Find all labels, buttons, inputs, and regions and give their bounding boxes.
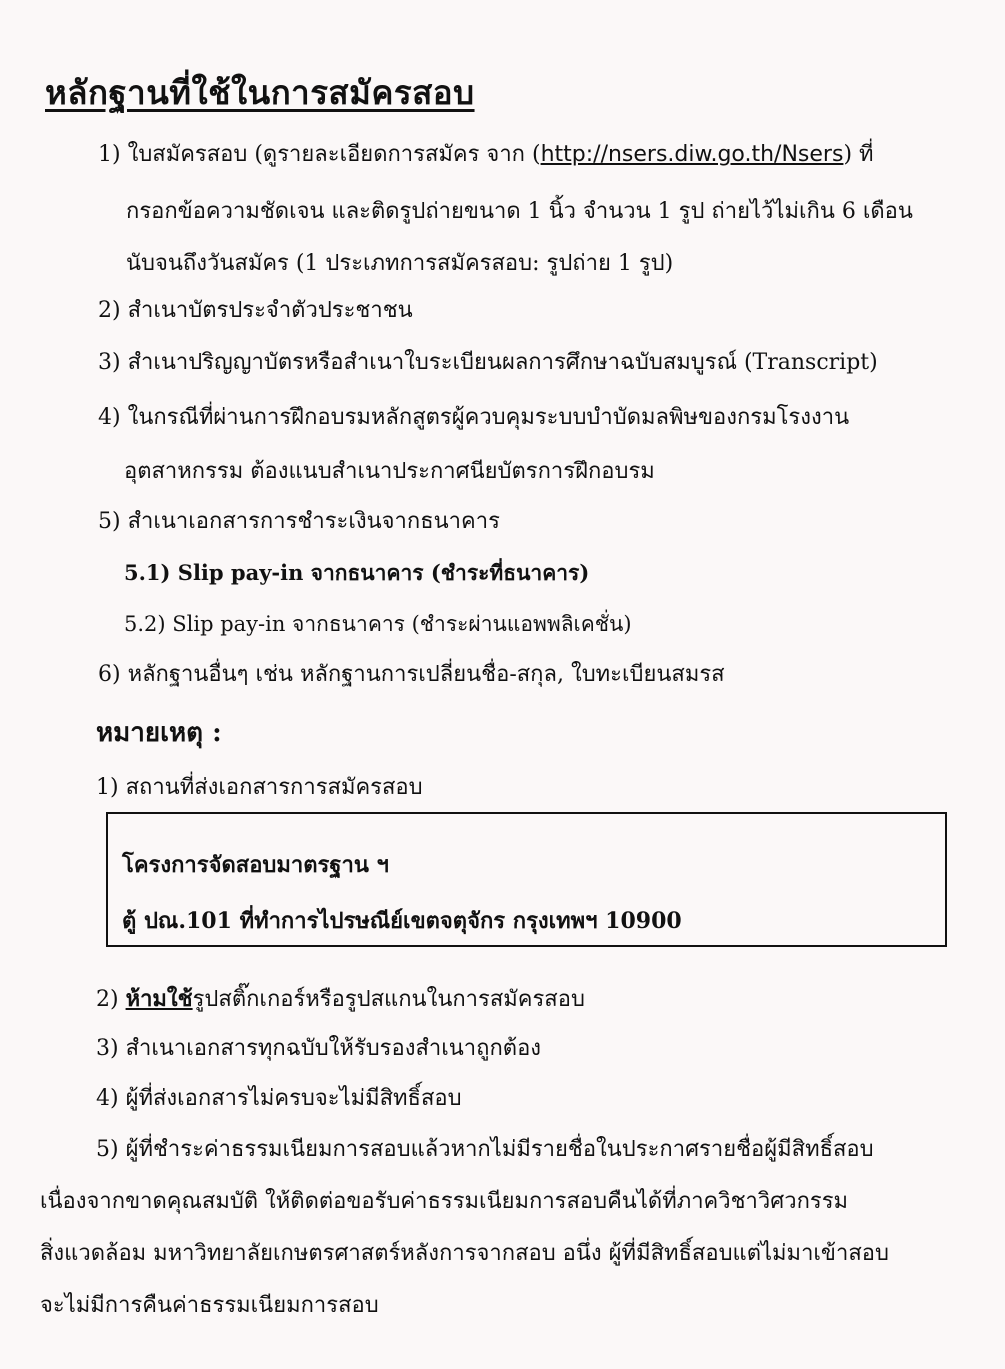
note-2-emphasis: ห้ามใช้	[125, 986, 193, 1012]
item-5: 5) สำเนาเอกสารการชำระเงินจากธนาคาร	[98, 509, 500, 534]
note-3: 3) สำเนาเอกสารทุกฉบับให้รับรองสำเนาถูกต้อง	[96, 1036, 542, 1061]
note-2-text: รูปสติ๊กเกอร์หรือรูปสแกนในการสมัครสอบ	[192, 987, 585, 1012]
item-1-line-1	[98, 140, 874, 170]
note-2	[96, 984, 585, 1015]
item-4-line-2: อุตสาหกรรม ต้องแนบสำเนาประกาศนียบัตรการฝึกอบรม	[124, 459, 655, 484]
note-5-line-2: เนื่องจากขาดคุณสมบัติ ให้ติดต่อขอรับค่าธรรมเนียมการสอบคืนได้ที่ภาควิชาวิศวกรรม	[40, 1189, 849, 1214]
note-1: 1) สถานที่ส่งเอกสารการสมัครสอบ	[96, 775, 423, 800]
registration-link[interactable]: http://nsers.diw.go.th/Nsers	[540, 142, 844, 167]
note-5-line-4: จะไม่มีการคืนค่าธรรมเนียมการสอบ	[40, 1293, 379, 1318]
item-5-2: 5.2) Slip pay-in จากธนาคาร (ชำระผ่านแอพพลิเคชั่น)	[124, 612, 632, 636]
item-4-line-1: 4) ในกรณีที่ผ่านการฝึกอบรมหลักสูตรผู้ควบคุมระบบบำบัดมลพิษของกรมโรงงาน	[98, 405, 850, 430]
address-line-1: โครงการจัดสอบมาตรฐาน ฯ	[122, 852, 389, 878]
item-6: 6) หลักฐานอื่นๆ เช่น หลักฐานการเปลี่ยนชื่อ-สกุล, ใบทะเบียนสมรส	[98, 662, 725, 687]
notes-heading: หมายเหตุ :	[96, 718, 222, 748]
page-title: หลักฐานที่ใช้ในการสมัครสอบ	[45, 73, 475, 112]
item-1-text-end: ) ที่	[843, 142, 874, 167]
address-box	[106, 812, 947, 947]
item-1-line-3: นับจนถึงวันสมัคร (1 ประเภทการสมัครสอบ: รูปถ่าย 1 รูป)	[126, 251, 674, 276]
address-line-2: ตู้ ปณ.101 ที่ทำการไปรษณีย์เขตจตุจักร กรุงเทพฯ 10900	[122, 908, 682, 934]
item-3: 3) สำเนาปริญญาบัตรหรือสำเนาใบระเบียนผลการศึกษาฉบับสมบูรณ์ (Transcript)	[98, 350, 878, 375]
note-5-line-1: 5) ผู้ที่ชำระค่าธรรมเนียมการสอบแล้วหากไม่มีรายชื่อในประกาศรายชื่อผู้มีสิทธิ์สอบ	[96, 1137, 874, 1162]
note-5-line-3: สิ่งแวดล้อม มหาวิทยาลัยเกษตรศาสตร์หลังการจากสอบ อนึ่ง ผู้ที่มีสิทธิ์สอบแต่ไม่มาเข้าสอบ	[40, 1241, 889, 1266]
note-4: 4) ผู้ที่ส่งเอกสารไม่ครบจะไม่มีสิทธิ์สอบ	[96, 1086, 462, 1111]
note-2-number: 2)	[96, 987, 126, 1012]
item-2: 2) สำเนาบัตรประจำตัวประชาชน	[98, 298, 413, 323]
item-1-line-2: กรอกข้อความชัดเจน และติดรูปถ่ายขนาด 1 นิ้ว จำนวน 1 รูป ถ่ายไว้ไม่เกิน 6 เดือน	[126, 199, 913, 224]
item-5-1: 5.1) Slip pay-in จากธนาคาร (ชำระที่ธนาคาร)	[124, 560, 590, 585]
item-1-text: 1) ใบสมัครสอบ (ดูรายละเอียดการสมัคร จาก (	[98, 142, 541, 167]
